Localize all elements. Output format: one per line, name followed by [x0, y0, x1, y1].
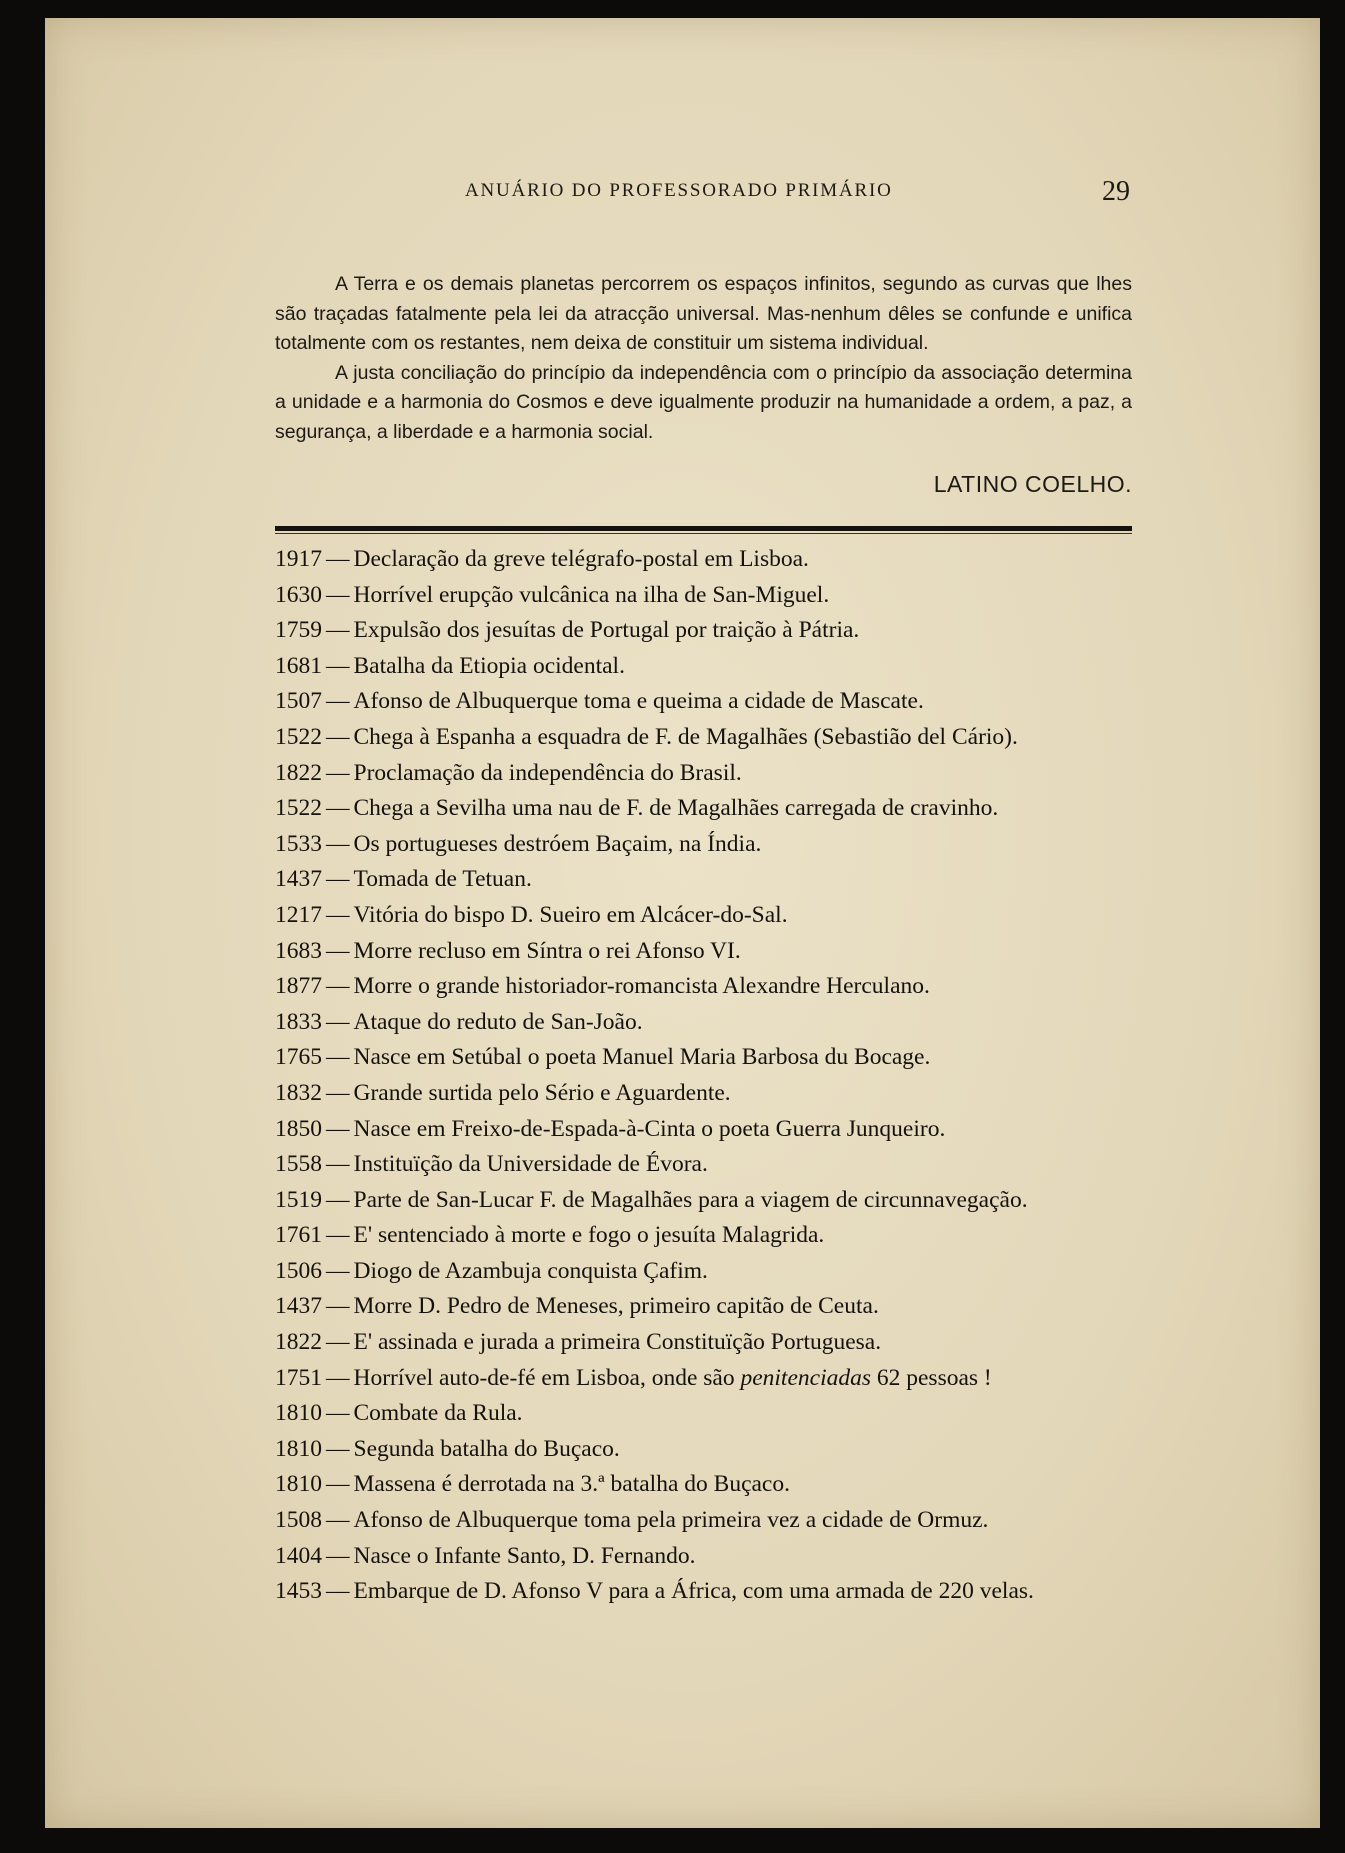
event-year: 1519	[275, 1186, 322, 1213]
event-text-italic: penitenciadas	[740, 1364, 871, 1391]
event-year: 1917	[275, 546, 322, 572]
event-dash: —	[326, 830, 350, 857]
event-text: Expulsão dos jesuítas de Portugal por traição à Pátria.	[353, 617, 860, 644]
event-text: Segunda batalha do Buçaco.	[353, 1435, 620, 1462]
event-text: Afonso de Albuquerque toma pela primeira vez a cidade de Ormuz.	[353, 1507, 989, 1534]
event-year: 1453	[275, 1578, 322, 1605]
event-dash: —	[326, 1079, 350, 1106]
event-row	[275, 542, 1155, 578]
event-text: Morre D. Pedro de Meneses, primeiro capitão de Ceuta.	[353, 1293, 879, 1320]
event-dash: —	[326, 759, 350, 786]
event-year: 1810	[275, 1435, 322, 1462]
page-number: 29	[1102, 176, 1130, 207]
event-year: 1522	[275, 795, 322, 822]
book-page	[45, 18, 1320, 1828]
divider-rule-thin	[275, 533, 1132, 534]
event-text: Chega a Sevilha uma nau de F. de Magalhães carregada de cravinho.	[353, 795, 999, 822]
event-dash: —	[326, 1400, 350, 1427]
event-text: Embarque de D. Afonso V para a África, com uma armada de 220 velas.	[353, 1578, 1034, 1605]
event-row	[275, 1040, 1155, 1076]
event-text: Grande surtida pelo Sério e Aguardente.	[353, 1079, 731, 1106]
event-row	[275, 1503, 1155, 1539]
event-text: Combate da Rula.	[353, 1400, 523, 1427]
event-text: Massena é derrotada na 3.ª batalha do Buçaco.	[353, 1471, 790, 1498]
header-title: ANUÁRIO DO PROFESSORADO PRIMÁRIO	[465, 180, 893, 201]
event-text: Batalha da Etiopia ocidental.	[353, 652, 625, 679]
event-text: E' sentenciado à morte e fogo o jesuíta Malagrida.	[353, 1222, 825, 1249]
event-row	[275, 1467, 1155, 1503]
event-row	[275, 1183, 1155, 1219]
event-dash: —	[326, 1578, 350, 1605]
event-text: Tomada de Tetuan.	[353, 866, 532, 893]
event-text: Parte de San-Lucar F. de Magalhães para a viagem de circunnavegação.	[353, 1186, 1028, 1213]
event-text: Declaração da greve telégrafo-postal em Lisboa.	[353, 546, 809, 572]
event-year: 1832	[275, 1079, 322, 1106]
event-dash: —	[326, 1151, 350, 1178]
event-year: 1558	[275, 1151, 322, 1178]
event-year: 1761	[275, 1222, 322, 1249]
event-dash: —	[326, 1471, 350, 1498]
event-dash: —	[326, 1293, 350, 1320]
event-year: 1508	[275, 1507, 322, 1534]
event-dash: —	[326, 1542, 350, 1569]
event-text: Proclamação da independência do Brasil.	[353, 759, 742, 786]
event-row	[275, 649, 1155, 685]
event-dash: —	[326, 1435, 350, 1462]
event-dash: —	[326, 1507, 350, 1534]
event-dash: —	[326, 937, 350, 964]
event-text: Vitória do bispo D. Sueiro em Alcácer-do-Sal.	[353, 901, 788, 928]
running-header	[465, 176, 1130, 210]
event-dash: —	[326, 617, 350, 644]
event-row	[275, 1574, 1155, 1610]
event-text: Os portugueses destróem Baçaim, na Índia.	[353, 830, 762, 857]
event-dash: —	[326, 1044, 350, 1071]
event-dash: —	[326, 1329, 350, 1356]
event-dash: —	[326, 723, 350, 750]
event-text-before: Horrível auto-de-fé em Lisboa, onde são	[353, 1364, 741, 1391]
event-year: 1822	[275, 759, 322, 786]
event-year: 1810	[275, 1471, 322, 1498]
event-row	[275, 1539, 1155, 1575]
event-year: 1507	[275, 688, 322, 715]
quote-author: LATINO COELHO.	[933, 471, 1132, 497]
event-row	[275, 1289, 1155, 1325]
event-text: Morre recluso em Síntra o rei Afonso VI.	[353, 937, 741, 964]
event-row	[275, 1432, 1155, 1468]
event-row	[275, 969, 1155, 1005]
event-text: Instituïção da Universidade de Évora.	[353, 1151, 708, 1178]
event-text: Nasce o Infante Santo, D. Fernando.	[353, 1542, 696, 1569]
event-row	[275, 1147, 1155, 1183]
event-row	[275, 791, 1155, 827]
event-dash: —	[326, 1008, 350, 1035]
event-row	[275, 1254, 1155, 1290]
event-row	[275, 1361, 1155, 1397]
event-row	[275, 756, 1155, 792]
event-year: 1759	[275, 617, 322, 644]
event-year: 1765	[275, 1044, 322, 1071]
event-year: 1506	[275, 1257, 322, 1284]
event-text: Nasce em Freixo-de-Espada-à-Cinta o poeta Guerra Junqueiro.	[353, 1115, 946, 1142]
event-row	[275, 720, 1155, 756]
event-dash: —	[326, 1222, 350, 1249]
event-row	[275, 1076, 1155, 1112]
event-year: 1751	[275, 1364, 322, 1391]
event-year: 1437	[275, 866, 322, 893]
event-dash: —	[326, 1257, 350, 1284]
event-year: 1217	[275, 901, 322, 928]
event-row	[275, 862, 1155, 898]
event-row	[275, 898, 1155, 934]
divider-rule	[275, 526, 1132, 531]
event-row	[275, 1112, 1155, 1148]
event-dash: —	[326, 973, 350, 1000]
event-text: Horrível erupção vulcânica na ilha de San-Miguel.	[353, 581, 830, 608]
event-year: 1681	[275, 652, 322, 679]
event-year: 1533	[275, 830, 322, 857]
event-dash: —	[326, 1115, 350, 1142]
event-dash: —	[326, 901, 350, 928]
event-dash: —	[326, 688, 350, 715]
event-row	[275, 1396, 1155, 1432]
event-year: 1437	[275, 1293, 322, 1320]
event-year: 1877	[275, 973, 322, 1000]
event-row	[275, 684, 1155, 720]
event-row	[275, 1218, 1155, 1254]
event-text: Chega à Espanha a esquadra de F. de Magalhães (Sebastião del Cário).	[353, 723, 1018, 750]
event-text: Afonso de Albuquerque toma e queima a cidade de Mascate.	[353, 688, 924, 715]
event-year: 1683	[275, 937, 322, 964]
event-row	[275, 827, 1155, 863]
event-year: 1404	[275, 1542, 322, 1569]
event-dash: —	[326, 1186, 350, 1213]
event-dash: —	[326, 866, 350, 893]
event-row	[275, 578, 1155, 614]
event-year: 1810	[275, 1400, 322, 1427]
event-year: 1522	[275, 723, 322, 750]
event-year: 1822	[275, 1329, 322, 1356]
event-row	[275, 1005, 1155, 1041]
event-text-after: 62 pessoas !	[871, 1364, 992, 1391]
event-row	[275, 613, 1155, 649]
event-dash: —	[326, 546, 350, 572]
event-dash: —	[326, 1364, 350, 1391]
epigraph-quote	[275, 270, 1132, 497]
event-text: Ataque do reduto de San-João.	[353, 1008, 643, 1035]
event-row	[275, 934, 1155, 970]
event-dash: —	[326, 795, 350, 822]
event-dash: —	[326, 581, 350, 608]
event-text: E' assinada e jurada a primeira Constituïção Portuguesa.	[353, 1329, 882, 1356]
event-dash: —	[326, 652, 350, 679]
event-year: 1833	[275, 1008, 322, 1035]
quote-paragraph-2: A justa conciliação do princípio da independência com o princípio da associação determina a unidade e a harmonia do Cosmos e deve igualmente produzir na humanidade a ordem, a paz, a segurança, a liberdade e a harmonia social.	[275, 361, 1132, 443]
event-text: Diogo de Azambuja conquista Çafim.	[353, 1257, 708, 1284]
event-year: 1850	[275, 1115, 322, 1142]
event-year: 1630	[275, 581, 322, 608]
event-row	[275, 1325, 1155, 1361]
events-list	[275, 542, 1155, 1610]
event-text: Morre o grande historiador-romancista Alexandre Herculano.	[353, 973, 930, 1000]
event-text: Nasce em Setúbal o poeta Manuel Maria Barbosa du Bocage.	[353, 1044, 931, 1071]
quote-paragraph-1: A Terra e os demais planetas percorrem os espaços infinitos, segundo as curvas que lhes são traçadas fatalmente pela lei da atracção universal. Mas-nenhum dêles se confunde e unifica totalmente com os restantes, nem deixa de constituir um sistema individual.	[275, 273, 1132, 354]
